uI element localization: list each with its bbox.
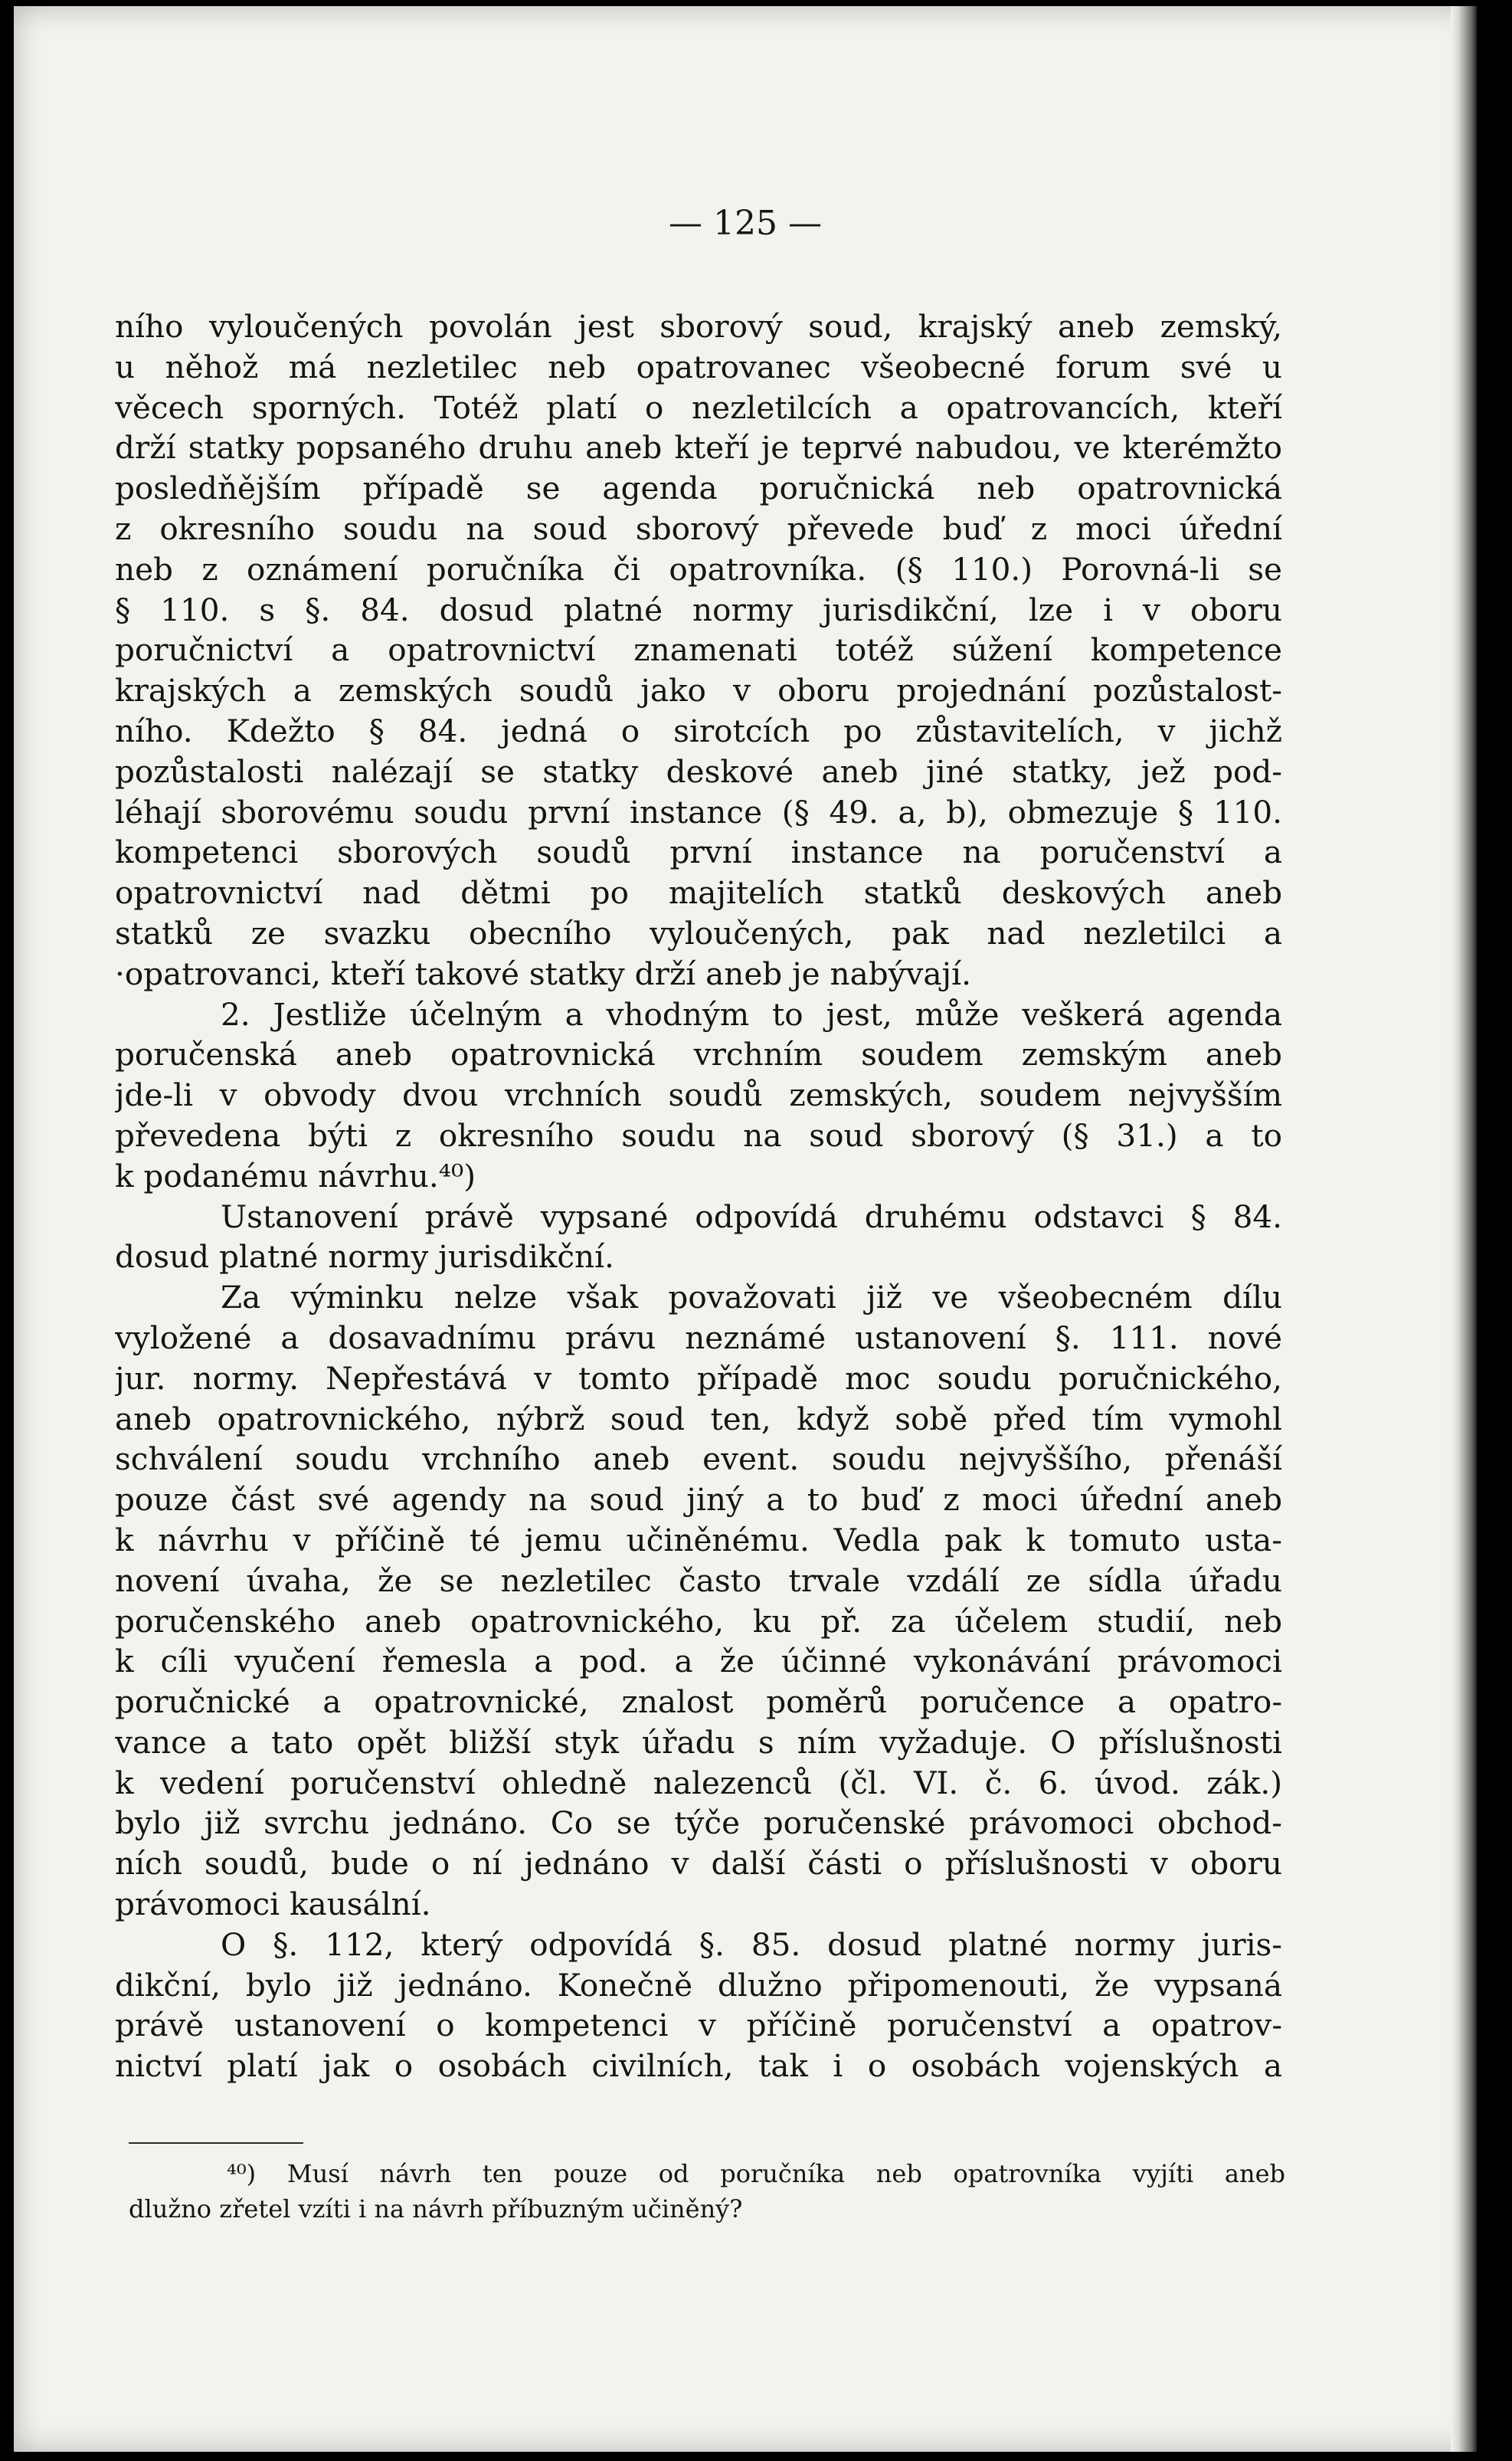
text-line: právě ustanovení o kompetenci v příčině poručenství a opatrov- bbox=[115, 2007, 1282, 2044]
text-line: aneb opatrovnického, nýbrž soud ten, když sobě před tím vymohl bbox=[115, 1400, 1282, 1437]
text-line: dikční, bylo již jednáno. Konečně dlužno připomenouti, že vypsaná bbox=[115, 1966, 1282, 2004]
text-line: bylo již svrchu jednáno. Co se týče poručenské právomoci obchod- bbox=[115, 1804, 1282, 1842]
text-line: ního. Kdežto § 84. jedná o sirotcích po zůstavitelích, v jichž bbox=[115, 712, 1282, 749]
text-line: § 110. s §. 84. dosud platné normy jurisdikční, lze i v oboru bbox=[115, 591, 1282, 628]
text-line: k vedení poručenství ohledně nalezenců (čl. VI. č. 6. úvod. zák.) bbox=[115, 1764, 1282, 1801]
text-line: jde-li v obvody dvou vrchních soudů zemských, soudem nejvyšším bbox=[115, 1076, 1282, 1114]
text-line: k návrhu v příčině té jemu učiněnému. Vedla pak k tomuto usta- bbox=[115, 1521, 1282, 1558]
text-line: neb z oznámení poručníka či opatrovníka. (§ 110.) Porovná-li se bbox=[115, 550, 1282, 588]
text-line: drží statky popsaného druhu aneb kteří je teprvé nabudou, ve kterémžto bbox=[115, 429, 1282, 467]
text-line: poručenského aneb opatrovnického, ku př. za účelem studií, neb bbox=[115, 1602, 1282, 1640]
text-line: pouze část své agendy na soud jiný a to buď z moci úřední aneb bbox=[115, 1481, 1282, 1519]
text-line: k podanému návrhu.⁴⁰) bbox=[115, 1157, 476, 1194]
text-line: poručenská aneb opatrovnická vrchním soudem zemským aneb bbox=[115, 1036, 1282, 1073]
text-line: z okresního soudu na soud sborový převede buď z moci úřední bbox=[115, 510, 1282, 547]
text-line: věcech sporných. Totéž platí o nezletilcích a opatrovancích, kteří bbox=[115, 388, 1282, 426]
text-line: jur. normy. Nepřestává v tomto případě moc soudu poručnického, bbox=[115, 1359, 1282, 1397]
text-line: novení úvaha, že se nezletilec často trvale vzdálí ze sídla úřadu bbox=[115, 1561, 1282, 1599]
text-line: dosud platné normy jurisdikční. bbox=[115, 1238, 614, 1276]
footnote-line: dlužno zřetel vzíti i na návrh příbuzným učiněný? bbox=[129, 2194, 743, 2223]
text-line: nictví platí jak o osobách civilních, tak i o osobách vojenských a bbox=[115, 2047, 1282, 2085]
text-line: u něhož má nezletilec neb opatrovanec všeobecné forum své u bbox=[115, 348, 1282, 385]
text-line: vance a tato opět bližší styk úřadu s ním vyžaduje. O příslušnosti bbox=[115, 1723, 1282, 1761]
footnote bbox=[129, 2156, 1285, 2227]
text-line: právomoci kausální. bbox=[115, 1886, 431, 1923]
text-line: posledňějším případě se agenda poručnická neb opatrovnická bbox=[115, 470, 1282, 507]
footnote-divider bbox=[129, 2142, 303, 2144]
page-binding-shadow bbox=[1451, 6, 1477, 2452]
text-line: pozůstalosti nalézají se statky deskové aneb jiné statky, jež pod- bbox=[115, 752, 1282, 790]
text-line: vyložené a dosavadnímu právu neznámé ustanovení §. 111. nové bbox=[115, 1319, 1282, 1356]
text-line: ního vyloučených povolán jest sborový soud, krajský aneb zemský, bbox=[115, 308, 1282, 345]
book-page bbox=[14, 6, 1477, 2452]
paragraph-start-line: Ustanovení právě vypsané odpovídá druhému odstavci § 84. bbox=[221, 1198, 1282, 1235]
text-line: k cíli vyučení řemesla a pod. a že účinné vykonávání právomoci bbox=[115, 1643, 1282, 1680]
text-line: statků ze svazku obecního vyloučených, pak nad nezletilci a bbox=[115, 914, 1282, 952]
text-line: schválení soudu vrchního aneb event. soudu nejvyššího, přenáší bbox=[115, 1440, 1282, 1478]
footnote-line: ⁴⁰) Musí návrh ten pouze od poručníka neb opatrovníka vyjíti aneb bbox=[227, 2159, 1285, 2188]
text-line: poručnické a opatrovnické, znalost poměrů poručence a opatro- bbox=[115, 1683, 1282, 1721]
text-line: poručnictví a opatrovnictví znamenati totéž súžení kompetence bbox=[115, 631, 1282, 669]
paragraph-start-line: O §. 112, který odpovídá §. 85. dosud platné normy juris- bbox=[221, 1925, 1282, 1963]
body-text bbox=[115, 306, 1282, 2086]
text-line: ních soudů, bude o ní jednáno v další části o příslušnosti v oboru bbox=[115, 1845, 1282, 1883]
page-number: — 125 — bbox=[669, 204, 822, 243]
paragraph-start-line: Za výminku nelze však považovati již ve všeobecném dílu bbox=[221, 1279, 1282, 1316]
text-line: kompetenci sborových soudů první instance na poručenství a bbox=[115, 834, 1282, 871]
text-line: opatrovnictví nad dětmi po majitelích statků deskových aneb bbox=[115, 874, 1282, 912]
text-line: převedena býti z okresního soudu na soud sborový (§ 31.) a to bbox=[115, 1116, 1282, 1154]
text-line: krajských a zemských soudů jako v oboru projednání pozůstalost- bbox=[115, 672, 1282, 709]
paragraph-start-line: 2. Jestliže účelným a vhodným to jest, může veškerá agenda bbox=[221, 995, 1282, 1033]
text-line: ·opatrovanci, kteří takové statky drží aneb je nabývají. bbox=[115, 955, 971, 992]
text-line: léhají sborovému soudu první instance (§ 49. a, b), obmezuje § 110. bbox=[115, 793, 1282, 831]
